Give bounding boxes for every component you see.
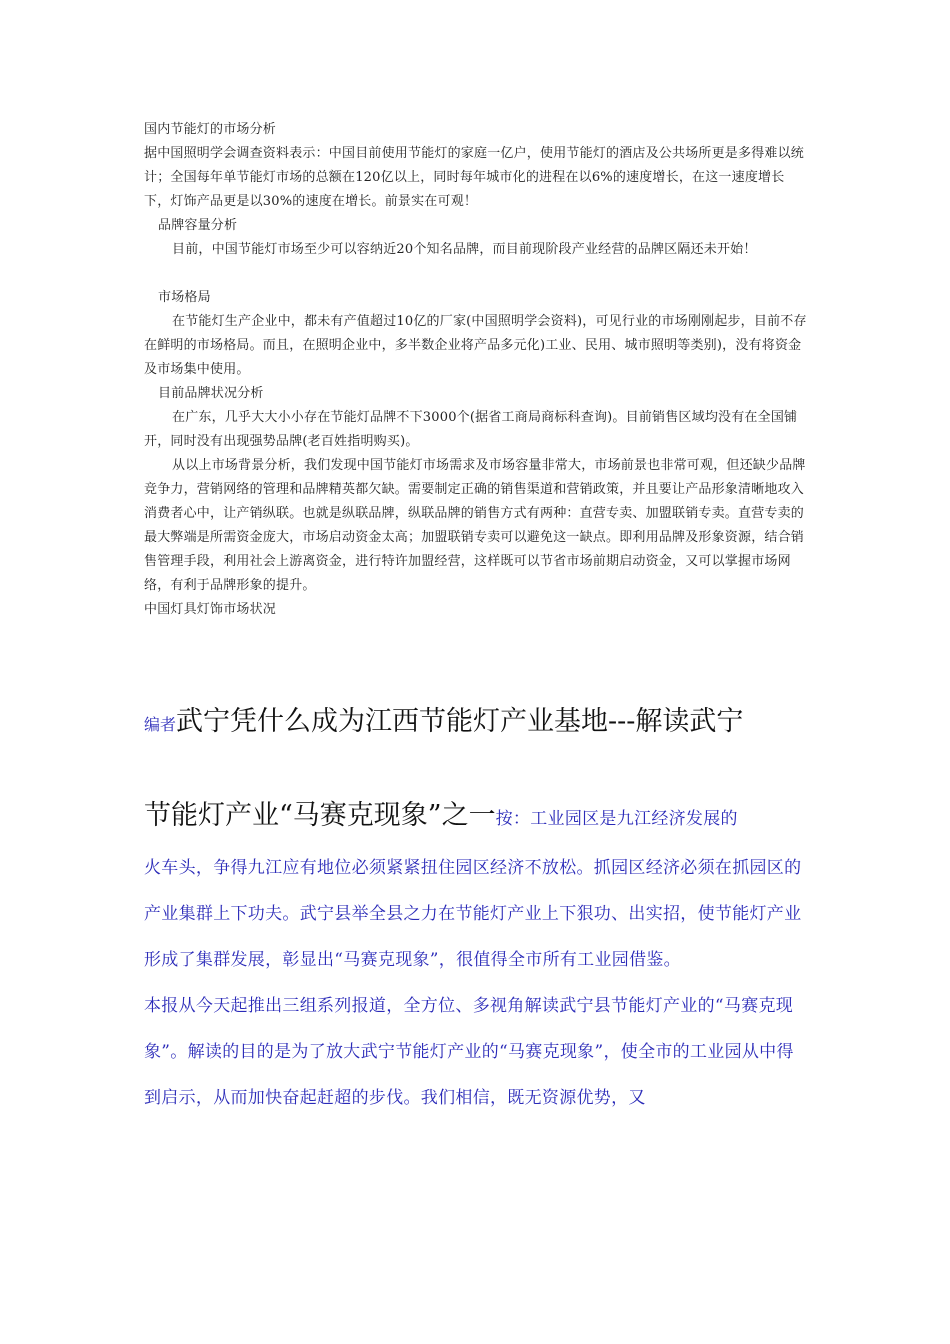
article-headline-line2 [144,787,808,845]
editor-label: 编者 [144,715,177,734]
brand-capacity-text: 目前，中国节能灯市场至少可以容纳近20个知名品牌，而目前现阶段产业经营的品牌区隔还未开始！ [172,242,757,257]
lighting-market-footer: 中国灯具灯饰市场状况 [144,602,277,617]
brand-status-heading: 目前品牌状况分析 [158,386,264,401]
market-pattern-heading: 市场格局 [158,290,211,305]
para1-inline: 工业园区是九江经济发展的 [530,809,738,829]
analysis-intro: 据中国照明学会调查资料表示：中国目前使用节能灯的家庭一亿户，使用节能灯的酒店及公共场所更是多得难以统计；全国每年单节能灯市场的总额在120亿以上，同时每年城市化的进程在以6%的速度增长，在这一速度增长下，灯饰产品更是以30%的速度在增长。前景实在可观！ [144,146,805,209]
article-section [144,693,808,1121]
market-analysis-section [144,118,808,622]
headline-text-2: 节能灯产业“马赛克现象”之一 [144,800,496,831]
conclusion-text: 从以上市场背景分析，我们发现中国节能灯市场需求及市场容量非常大，市场前景也非常可观，但还缺少品牌竞争力，营销网络的管理和品牌精英都欠缺。需要制定正确的销售渠道和营销政策，并且要让产品形象清晰地攻入消费者心中，让产销纵联。也就是纵联品牌，纵联品牌的销售方式有两种：直营专卖、加盟联销专卖。直营专卖的最大弊端是所需资金庞大，市场启动资金太高；加盟联销专卖可以避免这一缺点。即利用品牌及形象资源，结合销售管理手段，利用社会上游离资金，进行特许加盟经营，这样既可以节省市场前期启动资金，又可以掌握市场网络，有利于品牌形象的提升。 [144,458,806,593]
brand-capacity-heading: 品牌容量分析 [158,218,238,233]
brand-status-text: 在广东，几乎大大小小存在节能灯品牌不下3000个(据省工商局商标科查询)。目前销售区域均没有在全国铺开，同时没有出现强势品牌(老百姓指明购买)。 [144,410,798,449]
article-para2: 本报从今天起推出三组系列报道，全方位、多视角解读武宁县节能灯产业的“马赛克现象”。解读的目的是为了放大武宁节能灯产业的“马赛克现象”，使全市的工业园从中得到启示，从而加快奋起赶超的步伐。我们相信，既无资源优势，又 [144,996,794,1108]
article-headline-line1 [144,693,808,754]
note-label: 按： [495,809,531,829]
analysis-title: 国内节能灯的市场分析 [144,122,277,137]
headline-text-1: 武宁凭什么成为江西节能灯产业基地---解读武宁 [176,706,744,737]
article-para1: 火车头，争得九江应有地位必须紧紧扭住园区经济不放松。抓园区经济必须在抓园区的产业集群上下功夫。武宁县举全县之力在节能灯产业上下狠功、出实招，使节能灯产业形成了集群发展，彰显出“马赛克现象”，很值得全市所有工业园借鉴。 [144,858,802,970]
market-pattern-text: 在节能灯生产企业中，都未有产值超过10亿的厂家(中国照明学会资料)，可见行业的市场刚刚起步，目前不存在鲜明的市场格局。而且，在照明企业中，多半数企业将产品多元化)工业、民用、城市照明等类别)，没有将资金及市场集中使用。 [144,314,807,377]
